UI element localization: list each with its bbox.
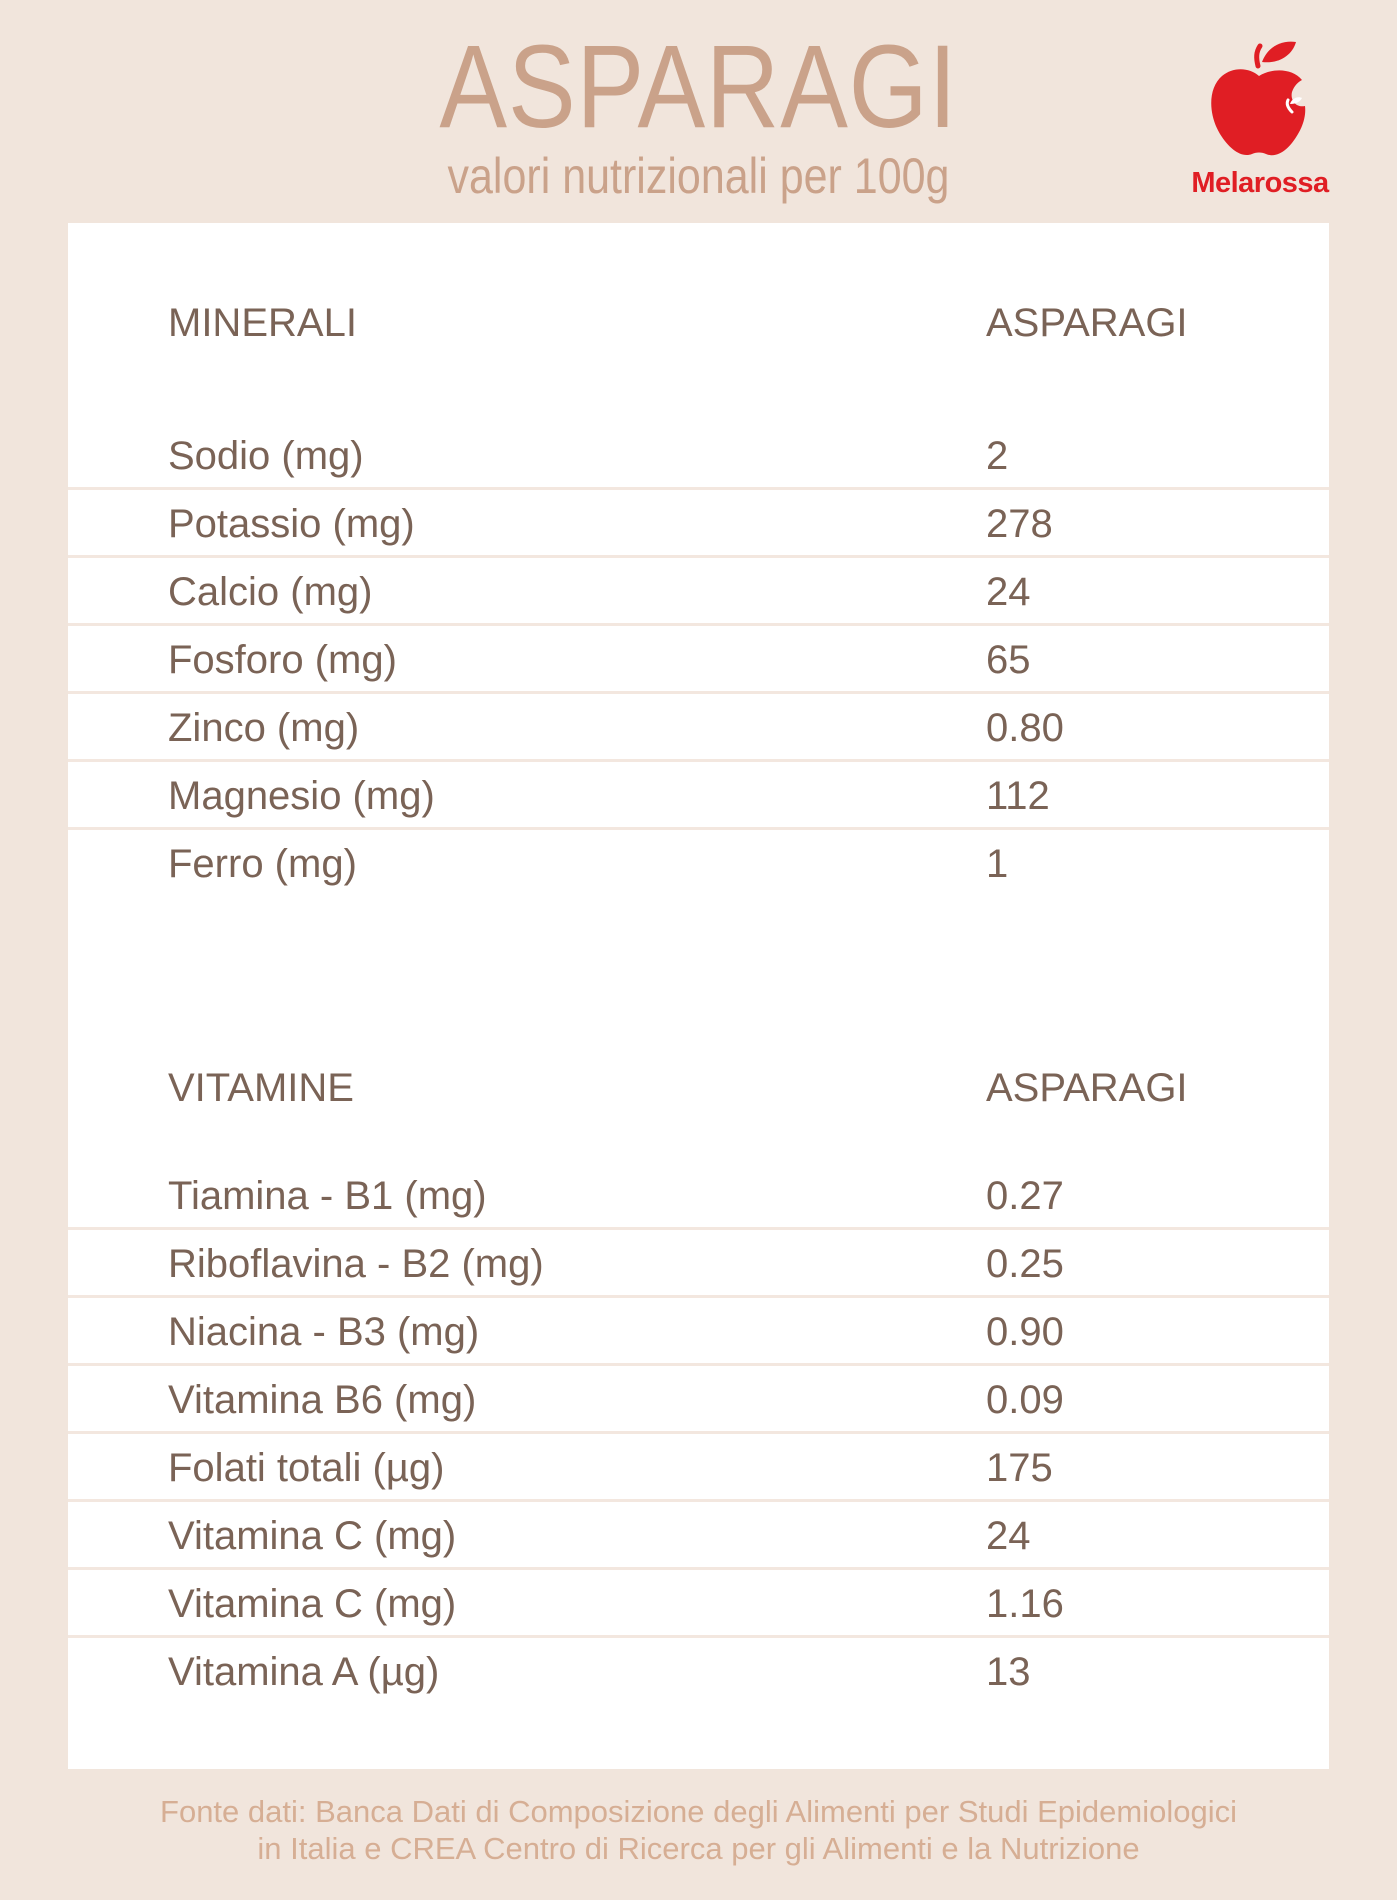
row-value: 65 (986, 638, 1031, 682)
table-row (68, 1502, 1329, 1570)
row-value: 0.09 (986, 1378, 1064, 1422)
row-label: Fosforo (mg) (168, 638, 397, 682)
table-row (68, 626, 1329, 694)
row-label: Tiamina - B1 (mg) (168, 1174, 487, 1218)
table-row (68, 1230, 1329, 1298)
row-value: 1 (986, 842, 1009, 886)
row-label: Zinco (mg) (168, 706, 360, 750)
table-row (68, 1570, 1329, 1638)
melarossa-logo (1180, 38, 1340, 200)
table-row (68, 1638, 1329, 1706)
table-row (68, 1434, 1329, 1502)
row-value: 0.80 (986, 706, 1064, 750)
row-value: 278 (986, 502, 1053, 546)
row-value: 24 (986, 1514, 1031, 1558)
minerali-header (68, 293, 1329, 353)
table-row (68, 1298, 1329, 1366)
row-value: 0.25 (986, 1242, 1064, 1286)
minerali-column-heading: ASPARAGI (986, 301, 1188, 345)
row-label: Riboflavina - B2 (mg) (168, 1242, 544, 1286)
row-label: Vitamina A (µg) (168, 1650, 440, 1694)
table-row (68, 762, 1329, 830)
row-value: 175 (986, 1446, 1053, 1490)
row-label: Magnesio (mg) (168, 774, 435, 818)
row-label: Ferro (mg) (168, 842, 357, 886)
row-label: Vitamina C (mg) (168, 1582, 457, 1626)
vitamine-heading: VITAMINE (168, 1066, 354, 1110)
row-value: 2 (986, 434, 1009, 478)
nutrition-table (68, 223, 1329, 1769)
row-label: Vitamina B6 (mg) (168, 1378, 477, 1422)
table-row (68, 1366, 1329, 1434)
row-value: 0.90 (986, 1310, 1064, 1354)
row-label: Folati totali (µg) (168, 1446, 445, 1490)
row-label: Sodio (mg) (168, 434, 364, 478)
row-value: 24 (986, 570, 1031, 614)
minerali-heading: MINERALI (168, 301, 357, 345)
row-label: Calcio (mg) (168, 570, 373, 614)
logo-wordmark: Melarossa (1191, 167, 1329, 199)
source-note (0, 1793, 1397, 1867)
row-label: Potassio (mg) (168, 502, 415, 546)
page-title: ASPARAGI (439, 21, 958, 153)
row-value: 112 (986, 774, 1050, 818)
table-row (68, 558, 1329, 626)
page-subtitle: valori nutrizionali per 100g (447, 148, 950, 204)
table-row (68, 490, 1329, 558)
table-row (68, 1162, 1329, 1230)
table-row (68, 422, 1329, 490)
row-label: Vitamina C (mg) (168, 1514, 457, 1558)
row-label: Niacina - B3 (mg) (168, 1310, 480, 1354)
source-line-2: in Italia e CREA Centro di Ricerca per gli Alimenti e la Nutrizione (257, 1831, 1140, 1866)
source-line-1: Fonte dati: Banca Dati di Composizione degli Alimenti per Studi Epidemiologici (160, 1794, 1237, 1829)
table-row (68, 830, 1329, 898)
vitamine-column-heading: ASPARAGI (986, 1066, 1188, 1110)
table-row (68, 694, 1329, 762)
apple-icon (1206, 38, 1312, 160)
vitamine-header (68, 1058, 1329, 1118)
row-value: 13 (986, 1650, 1031, 1694)
row-value: 0.27 (986, 1174, 1064, 1218)
row-value: 1.16 (986, 1582, 1064, 1626)
